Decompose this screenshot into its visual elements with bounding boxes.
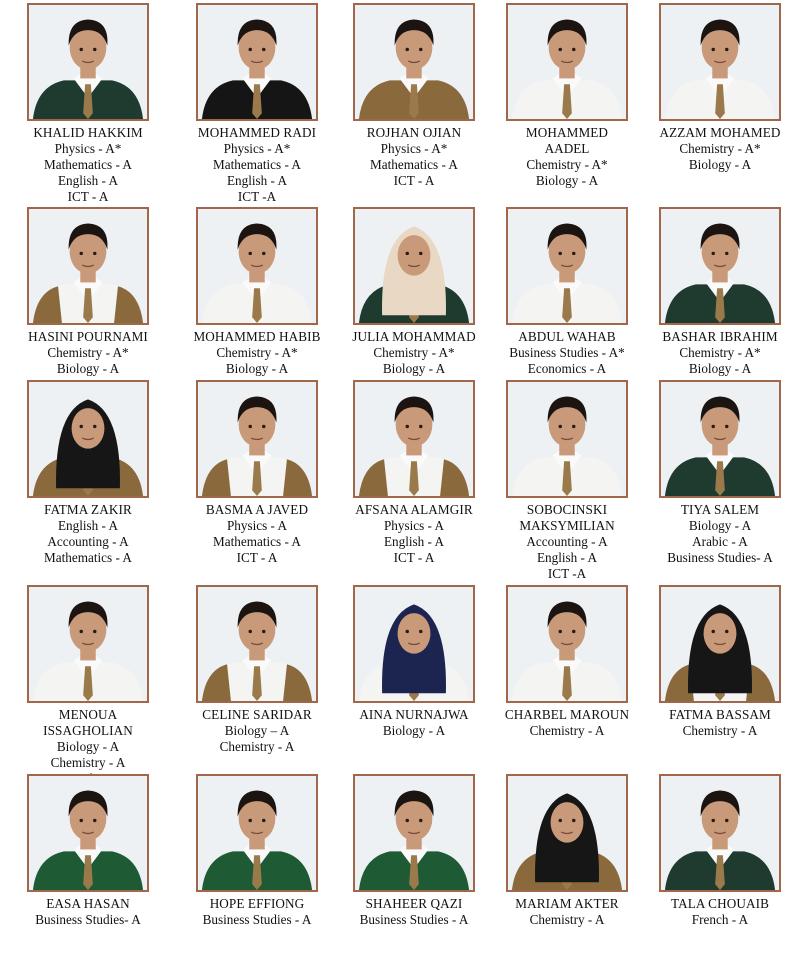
student-portrait (29, 776, 147, 890)
student-card (13, 207, 163, 377)
subject-grade: English - A (383, 534, 445, 549)
student-photo (659, 207, 781, 325)
subject-grade: ICT -A (547, 566, 587, 581)
student-photo (659, 380, 781, 498)
student-name: MARIAM AKTER (515, 896, 619, 911)
subject-grade: Biology - A (535, 173, 599, 188)
subject-grade: Accounting - A (47, 534, 129, 549)
student-name: BASHAR IBRAHIM (662, 329, 778, 344)
student-card (339, 3, 489, 189)
student-photo (353, 585, 475, 703)
student-photo (506, 3, 628, 121)
student-photo (27, 380, 149, 498)
student-card (182, 585, 332, 755)
student-photo (353, 3, 475, 121)
student-card (13, 380, 163, 566)
student-photo (353, 774, 475, 892)
student-portrait (198, 382, 316, 496)
student-card (492, 585, 642, 739)
student-name: ROJHAN OJIAN (366, 125, 462, 140)
student-photo (196, 585, 318, 703)
student-name: ABDUL WAHAB (518, 329, 616, 344)
subject-grade: Biology - A (382, 723, 446, 738)
subject-grade: Mathematics - A (213, 157, 301, 172)
subject-grade: Business Studies- A (35, 912, 141, 927)
subject-grade: Mathematics - A (44, 550, 132, 565)
student-name: HASINI POURNAMI (28, 329, 148, 344)
student-card (13, 774, 163, 928)
student-card (492, 380, 642, 582)
student-name: BASMA A JAVED (205, 502, 309, 517)
student-portrait (508, 209, 626, 323)
subject-grade: Biology - A (225, 361, 289, 376)
subject-grade: Business Studies - A* (509, 345, 625, 360)
student-name: AFSANA ALAMGIR (355, 502, 473, 517)
student-name: MENOUA ISSAGHOLIAN (43, 707, 133, 738)
student-name: MOHAMMED RADI (197, 125, 317, 140)
student-card (645, 380, 795, 566)
student-portrait (661, 5, 779, 119)
student-name: TALA CHOUAIB (671, 896, 769, 911)
student-photo (196, 380, 318, 498)
subject-grade: Business Studies - A (202, 912, 312, 927)
student-name: CELINE SARIDAR (202, 707, 312, 722)
student-photo (353, 207, 475, 325)
subject-grade: ICT - A (393, 173, 435, 188)
student-card (339, 585, 489, 739)
subject-grade: French - A (691, 912, 749, 927)
student-name: AINA NURNAJWA (359, 707, 469, 722)
student-photo (27, 774, 149, 892)
student-photo (506, 585, 628, 703)
student-photo (196, 3, 318, 121)
student-photo (506, 380, 628, 498)
subject-grade: Biology - A (688, 518, 752, 533)
student-name: KHALID HAKKIM (33, 125, 143, 140)
subject-grade: Physics - A* (54, 141, 122, 156)
subject-grade: English - A (536, 550, 598, 565)
subject-grade: Chemistry - A (529, 912, 605, 927)
student-portrait (355, 382, 473, 496)
student-photo (659, 585, 781, 703)
student-photo (196, 207, 318, 325)
student-name: MAKSYMILIAN (519, 518, 615, 533)
subject-grade: ICT - A (236, 550, 278, 565)
student-name: SOBOCINSKI (526, 502, 608, 517)
student-portrait (355, 5, 473, 119)
student-portrait (198, 587, 316, 701)
subject-grade: Accounting - A (526, 534, 608, 549)
student-card (645, 3, 795, 173)
subject-grade: Business Studies - A (359, 912, 469, 927)
student-portrait (198, 776, 316, 890)
subject-grade: ICT - A (67, 189, 109, 204)
subject-grade: Physics - A* (223, 141, 291, 156)
subject-grade: Mathematics - A (370, 157, 458, 172)
subject-grade: Mathematics - A (44, 157, 132, 172)
subject-grade: Business Studies- A (667, 550, 773, 565)
student-card (492, 3, 642, 189)
subject-grade: Biology - A (688, 157, 752, 172)
student-portrait (198, 5, 316, 119)
subject-grade: Chemistry - A (682, 723, 758, 738)
student-name: MOHAMMED (525, 125, 609, 140)
subject-grade: English - A (226, 173, 288, 188)
student-portrait (355, 587, 473, 701)
student-portrait (355, 209, 473, 323)
subject-grade: Biology - A (56, 361, 120, 376)
student-photo (27, 3, 149, 121)
student-portrait (661, 587, 779, 701)
subject-grade: English - A (57, 173, 119, 188)
subject-grade: Physics - A (226, 518, 288, 533)
student-card (645, 774, 795, 928)
subject-grade: Chemistry - A* (216, 345, 298, 360)
subject-grade: Mathematics - A (213, 534, 301, 549)
student-card (339, 380, 489, 566)
student-card (645, 585, 795, 739)
subject-grade: Chemistry - A* (47, 345, 129, 360)
subject-grade: Chemistry - A (219, 739, 295, 754)
subject-grade: ICT -A (237, 189, 277, 204)
subject-grade: Chemistry - A (529, 723, 605, 738)
student-name: SHAHEER QAZI (365, 896, 463, 911)
student-card (645, 207, 795, 377)
student-portrait (29, 5, 147, 119)
student-photo (27, 585, 149, 703)
student-name: CHARBEL MAROUN (504, 707, 630, 722)
student-card (339, 207, 489, 377)
student-card (492, 774, 642, 928)
student-portrait (198, 209, 316, 323)
subject-grade: Chemistry - A (50, 755, 126, 770)
student-portrait (661, 382, 779, 496)
student-photo (506, 207, 628, 325)
subject-grade: Chemistry - A* (679, 345, 761, 360)
subject-grade: Biology - A (382, 361, 446, 376)
student-photo (27, 207, 149, 325)
student-card (13, 3, 163, 205)
student-photo (506, 774, 628, 892)
student-card (182, 207, 332, 377)
student-portrait (508, 776, 626, 890)
student-name: FATMA ZAKIR (44, 502, 132, 517)
subject-grade: ICT - A (393, 550, 435, 565)
student-portrait (29, 587, 147, 701)
student-name: JULIA MOHAMMAD (352, 329, 476, 344)
subject-grade: Economics - A (527, 361, 607, 376)
subject-grade: Physics - A* (380, 141, 448, 156)
student-portrait (661, 776, 779, 890)
subject-grade: Arabic - A (692, 534, 748, 549)
student-card (339, 774, 489, 928)
student-card (492, 207, 642, 377)
subject-grade: Chemistry - A* (373, 345, 455, 360)
student-name: FATMA BASSAM (669, 707, 771, 722)
student-name: TIYA SALEM (680, 502, 760, 517)
student-photo (196, 774, 318, 892)
student-name: EASA HASAN (46, 896, 130, 911)
student-photo (659, 3, 781, 121)
student-portrait (29, 382, 147, 496)
student-photo (659, 774, 781, 892)
student-name: HOPE EFFIONG (209, 896, 305, 911)
subject-grade: Physics - A (383, 518, 445, 533)
student-card (13, 585, 163, 787)
student-name: AADEL (544, 141, 590, 156)
student-portrait (29, 209, 147, 323)
student-portrait (508, 5, 626, 119)
student-card (182, 380, 332, 566)
subject-grade: Chemistry - A* (679, 141, 761, 156)
subject-grade: Biology - A (688, 361, 752, 376)
student-portrait (661, 209, 779, 323)
student-photo (353, 380, 475, 498)
student-name: AZZAM MOHAMED (659, 125, 781, 140)
student-portrait (355, 776, 473, 890)
student-name: MOHAMMED HABIB (193, 329, 321, 344)
student-portrait (508, 587, 626, 701)
subject-grade: English - A (57, 518, 119, 533)
subject-grade: Chemistry - A* (526, 157, 608, 172)
subject-grade: Biology - A (56, 739, 120, 754)
student-card (182, 3, 332, 205)
subject-grade: Biology – A (224, 723, 290, 738)
student-card (182, 774, 332, 928)
student-portrait (508, 382, 626, 496)
